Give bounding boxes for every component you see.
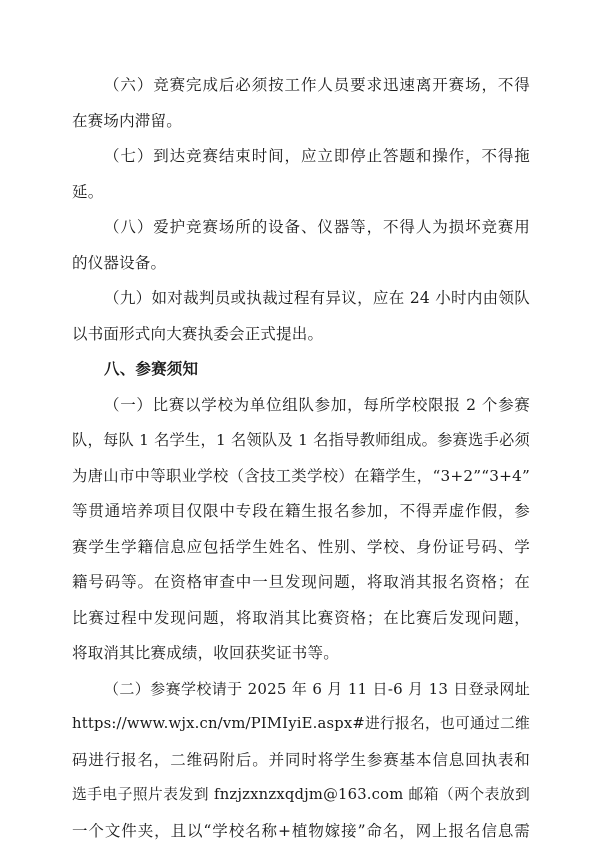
paragraph-line: （九）如对裁判员或执裁过程有异议，应在 24 小时内由领队 — [104, 289, 530, 307]
paragraph-line: 一个文件夹，且以“学校名称+植物嫁接”命名，网上报名信息需 — [72, 822, 530, 840]
paragraph-line: 比赛过程中发现问题，将取消其比赛资格；在比赛后发现问题， — [72, 609, 530, 627]
paragraph-line: （七）到达竞赛结束时间，应立即停止答题和操作，不得拖 — [104, 147, 530, 165]
paragraph-line: （一）比赛以学校为单位组队参加，每所学校限报 2 个参赛 — [104, 396, 530, 414]
paragraph-line: 籍号码等。在资格审查中一旦发现问题，将取消其报名资格；在 — [72, 573, 530, 591]
paragraph-line: 的仪器设备。 — [72, 254, 167, 272]
paragraph-line: 在赛场内滞留。 — [72, 112, 182, 130]
paragraph-line: 以书面形式向大赛执委会正式提出。 — [72, 325, 324, 343]
paragraph-line: （六）竞赛完成后必须按工作人员要求迅速离开赛场，不得 — [104, 76, 530, 94]
paragraph-line: 队，每队 1 名学生，1 名领队及 1 名指导教师组成。参赛选手必须 — [72, 431, 530, 449]
paragraph-line: 等贯通培养项目仅限中专段在籍生报名参加，不得弄虚作假，参 — [72, 502, 530, 520]
paragraph-line: 赛学生学籍信息应包括学生姓名、性别、学校、身份证号码、学 — [72, 538, 530, 556]
paragraph-line: https://www.wjx.cn/vm/PIMIyiE.aspx#进行报名，也可通过二维 — [72, 715, 530, 732]
paragraph-line: 延。 — [72, 183, 104, 201]
paragraph-line: 为唐山市中等职业学校（含技工类学校）在籍学生，“3+2”“3+4” — [72, 467, 530, 485]
paragraph-line: （八）爱护竞赛场所的设备、仪器等，不得人为损坏竞赛用 — [104, 218, 530, 236]
paragraph-line: 码进行报名，二维码附后。并同时将学生参赛基本信息回执表和 — [72, 751, 530, 769]
section-heading: 八、参赛须知 — [104, 360, 199, 378]
paragraph-line: 选手电子照片表发到 fnzjzxnzxqdjm@163.com 邮箱（两个表放到 — [72, 786, 530, 803]
paragraph-line: 将取消其比赛成绩，收回获奖证书等。 — [72, 644, 339, 662]
paragraph-line: （二）参赛学校请于 2025 年 6 月 11 日-6 月 13 日登录网址 — [104, 680, 530, 698]
